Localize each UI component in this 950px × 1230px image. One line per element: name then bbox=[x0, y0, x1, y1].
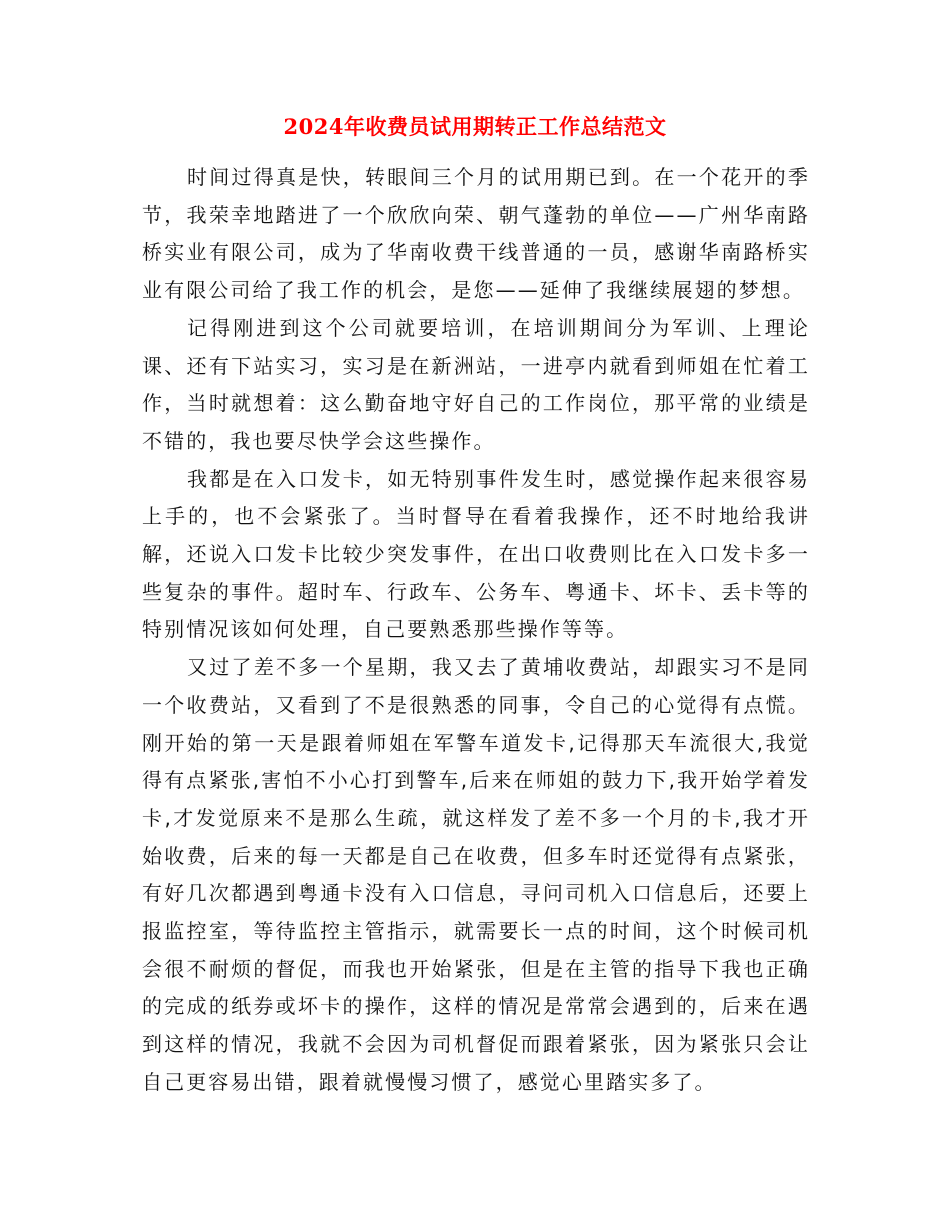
paragraph-4: 又过了差不多一个星期，我又去了黄埔收费站，却跟实习不是同一个收费站，又看到了不是很熟悉的同事，令自己的心觉得有点慌。刚开始的第一天是跟着师姐在军警车道发卡,记得那天车流很大,我觉得有点紧张,害怕不小心打到警车,后来在师姐的鼓力下,我开始学着发卡,才发觉原来不是那么生疏，就这样发了差不多一个月的卡,我才开始收费，后来的每一天都是自己在收费，但多车时还觉得有点紧张，有好几次都遇到粤通卡没有入口信息，寻问司机入口信息后，还要上报监控室，等待监控主管指示，就需要长一点的时间，这个时候司机会很不耐烦的督促，而我也开始紧张，但是在主管的指导下我也正确的完成的纸券或坏卡的操作，这样的情况是常常会遇到的，后来在遇到这样的情况，我就不会因为司机督促而跟着紧张，因为紧张只会让自己更容易出错，跟着就慢慢习惯了，感觉心里踏实多了。 bbox=[142, 655, 810, 1094]
paragraph-1: 时间过得真是快，转眼间三个月的试用期已到。在一个花开的季节，我荣幸地踏进了一个欣欣向荣、朝气蓬勃的单位——广州华南路桥实业有限公司，成为了华南收费干线普通的一员，感谢华南路桥实业有限公司给了我工作的机会，是您——延伸了我继续展翅的梦想。 bbox=[142, 165, 810, 303]
document-body bbox=[142, 159, 810, 1102]
paragraph-3: 我都是在入口发卡，如无特别事件发生时，感觉操作起来很容易上手的，也不会紧张了。当时督导在看着我操作，还不时地给我讲解，还说入口发卡比较少突发事件，在出口收费则比在入口发卡多一些复杂的事件。超时车、行政车、公务车、粤通卡、坏卡、丢卡等的特别情况该如何处理，自己要熟悉那些操作等等。 bbox=[142, 466, 810, 642]
paragraph-2: 记得刚进到这个公司就要培训，在培训期间分为军训、上理论课、还有下站实习，实习是在新洲站，一进亭内就看到师姐在忙着工作，当时就想着：这么勤奋地守好自己的工作岗位，那平常的业绩是不错的，我也要尽快学会这些操作。 bbox=[142, 315, 810, 453]
document-title: 2024年收费员试用期转正工作总结范文 bbox=[283, 114, 667, 139]
